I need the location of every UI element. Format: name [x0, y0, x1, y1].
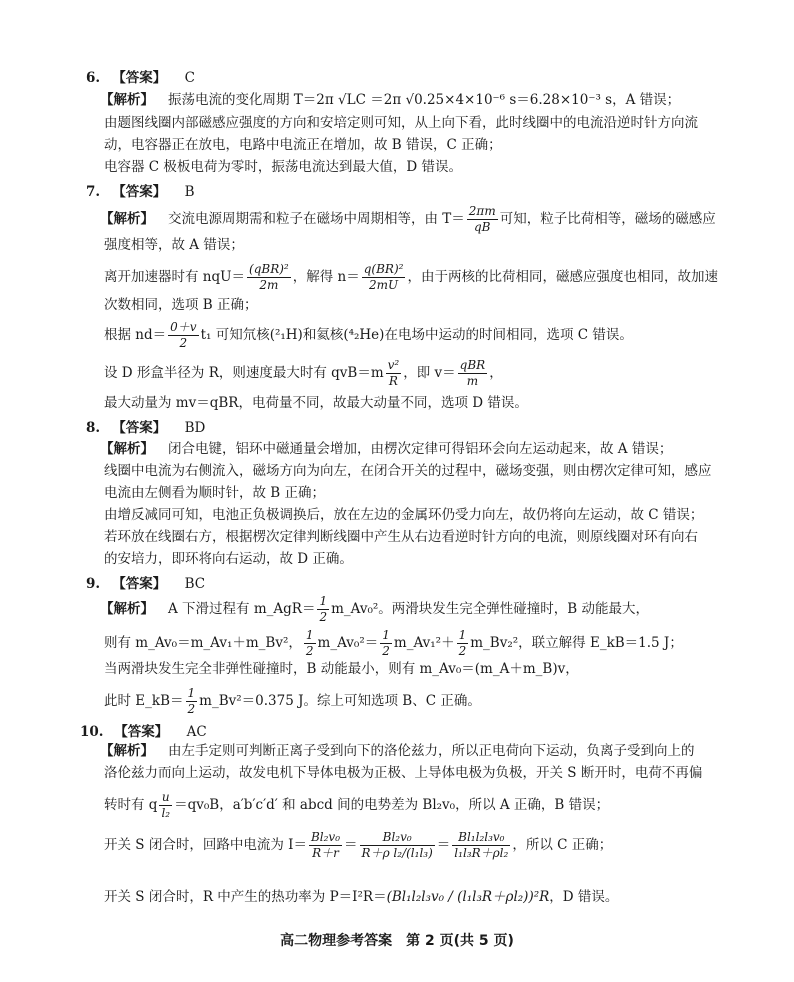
q7-text: 可知，粒子比荷相等，磁场的磁感应	[499, 211, 716, 227]
q8-line-3: 电流由左侧看为顺时针，故 B 正确；	[104, 485, 326, 501]
frac-top: Bl₂v₀	[360, 830, 435, 846]
q9-line-2	[104, 628, 704, 659]
q10-answer-tag: 【答案】	[114, 724, 169, 740]
q10-line-4: 开关 S 闭合时，回路中电流为 I＝ $\frac{\text{Bl₂v₀}}{R+r}$ ＝ $\frac{\text{Bl₂v₀}}{\text{R＋ρ l₂/(l₁l₃)}}$ ＝ $\frac{\text{Bl₁l₂l₃v₀}}{\text{l₁l₃R＋ρl₂}}$ ，所以 C 正确；	[104, 830, 613, 860]
q10-text: ，所以 C 正确；	[512, 837, 613, 853]
q7-line-2: 强度相等，故 A 错误；	[104, 237, 244, 253]
frac-top: Bl₁l₂l₃v₀	[452, 830, 510, 846]
q10-text: 开关 S 闭合时，回路中电流为 I＝	[104, 837, 307, 853]
q9-text: m_Av₀²＝	[317, 635, 379, 651]
q7-text: 根据 nd＝	[104, 327, 167, 343]
frac-top: 1	[187, 686, 196, 700]
frac-top: 1	[458, 628, 467, 642]
frac-top: q(BR)²	[363, 262, 404, 276]
q10-number: 10.	[80, 724, 104, 740]
q6-answer-tag: 【答案】	[112, 70, 167, 86]
q9-fraction	[457, 628, 469, 659]
q9-answer-tag: 【答案】	[112, 576, 167, 592]
q9-fraction	[380, 628, 392, 659]
q10-text: 转时有 q	[104, 797, 158, 813]
q10-line-1	[100, 742, 700, 760]
q10-fraction	[360, 830, 435, 861]
q10-line-3	[104, 790, 704, 821]
q10-text: ，D 错误。	[549, 889, 619, 905]
frac-bottom: R	[388, 374, 398, 388]
q9-line-3: 当两滑块发生完全非弹性碰撞时，B 动能最小，则有 m_Av₀＝(m_A＋m_B)v，	[104, 661, 579, 677]
q7-fraction	[458, 358, 488, 389]
frac-bottom: R＋r	[312, 846, 339, 860]
frac-bottom: R＋ρ l₂/(l₁l₃)	[361, 846, 433, 860]
q7-text: 交流电源周期需和粒子在磁场中周期相等，由 T＝	[168, 211, 465, 227]
q9-text: m_Av₁²＋	[393, 635, 455, 651]
page-footer: 高二物理参考答案 第 2 页(共 5 页)	[280, 933, 514, 949]
q6-solution-tag: 【解析】	[100, 92, 154, 108]
frac-bottom: 2mU	[369, 278, 399, 292]
q8-answer-tag: 【答案】	[112, 420, 167, 436]
q9-text: m_Av₀²。两滑块发生完全弹性碰撞时，B 动能最大，	[331, 601, 650, 617]
q7-text: 离开加速器时有 nqU＝	[104, 269, 246, 285]
q8-line-4: 由增反减同可知，电池正负极调换后，放在左边的金属环仍受力向左，故仍将向左运动，故 C 错误；	[104, 507, 704, 523]
q10-text: 由左手定则可判断正离子受到向下的洛伦兹力，所以正电荷向下运动，负离子受到向上的	[168, 743, 695, 759]
q10-solution-tag: 【解析】	[100, 743, 154, 759]
q9-header	[86, 572, 686, 592]
q9-fraction	[304, 628, 316, 659]
q6-number: 6.	[86, 70, 101, 86]
q10-power-expression: (Bl₁l₂l₃v₀ / (l₁l₃R＋ρl₂))²R	[386, 889, 550, 905]
frac-bottom: qB	[474, 220, 491, 234]
q7-number: 7.	[86, 184, 101, 200]
frac-bottom: l₁l₃R＋ρl₂	[454, 846, 509, 860]
q7-line-6	[104, 358, 704, 389]
q7-line-1	[100, 204, 716, 235]
frac-bottom: l₂	[161, 806, 171, 820]
q7-answer-tag: 【答案】	[112, 184, 167, 200]
frac-top: u	[159, 790, 172, 806]
frac-top: 1	[382, 628, 390, 642]
frac-bottom: 2m	[259, 278, 279, 292]
q10-line-2: 洛伦兹力而向上运动，故发电机下导体电极为正极、上导体电极为负极，开关 S 断开时，电荷不再偏	[104, 765, 703, 781]
q8-solution-tag: 【解析】	[100, 441, 154, 457]
frac-bottom: 2	[319, 610, 328, 624]
frac-bottom: 2	[458, 644, 467, 658]
q9-text: 此时 E_kB＝	[104, 693, 184, 709]
q10-text: ＝qv₀B，a′b′c′d′ 和 abcd 间的电势差为 Bl₂v₀，所以 A 正确，B 错误；	[174, 797, 610, 813]
q9-fraction	[186, 686, 198, 717]
q6-line-3: 动，电容器正在放电，电路中电流正在增加，故 B 错误，C 正确；	[104, 137, 502, 153]
q7-line-3	[104, 262, 718, 293]
q10-fraction	[309, 830, 342, 861]
q10-text: 开关 S 闭合时，R 中产生的热功率为 P＝I²R＝	[104, 889, 387, 905]
q7-fraction	[247, 262, 291, 293]
frac-top: Bl₂v₀	[310, 830, 341, 844]
frac-top: (qBR)²	[249, 262, 289, 276]
q7-text: ，解得 n＝	[292, 269, 360, 285]
q10-line-5	[104, 888, 704, 906]
q6-answer: C	[184, 70, 195, 86]
frac-top: 1	[319, 594, 328, 608]
frac-bottom: 2	[187, 702, 196, 716]
q8-header	[86, 416, 686, 436]
q7-text: ，由于两核的比荷相同，磁感应强度也相同，故加速	[407, 269, 718, 285]
q6-line-4: 电容器 C 极板电荷为零时，振荡电流达到最大值，D 错误。	[104, 159, 463, 175]
q7-line-5	[104, 320, 704, 351]
q6-line-1: 振荡电流的变化周期 T＝2π √LC ＝2π √0.25×4×10⁻⁶ s＝6.28×10⁻³ s，A 错误；	[168, 92, 681, 108]
q9-text: m_Bv₂²，联立解得 E_kB＝1.5 J；	[470, 635, 683, 651]
q8-number: 8.	[86, 420, 101, 436]
q7-fraction	[362, 262, 406, 293]
q8-line-5: 若环放在线圈右方，根据楞次定律判断线圈中产生从右边看逆时针方向的电流，则原线圈对环有向右	[104, 529, 698, 545]
q7-line-4: 次数相同，选项 B 正确；	[104, 297, 258, 313]
frac-top: v²	[387, 358, 400, 372]
q8-text: 闭合电键，铝环中磁通量会增加，由楞次定律可得铝环会向左运动起来，故 A 错误；	[168, 441, 673, 457]
q6-solution-line	[100, 91, 700, 109]
frac-bottom: 2	[382, 644, 390, 658]
frac-bottom: m	[466, 374, 479, 388]
q7-solution-tag: 【解析】	[100, 211, 154, 227]
q10-fraction	[159, 790, 172, 821]
frac-bottom: 2	[305, 644, 314, 658]
q8-line-2: 线圈中电流为右侧流入，磁场方向为向左，在闭合开关的过程中，磁场变强，则由楞次定律可知，感应	[104, 463, 712, 479]
q7-fraction	[386, 358, 402, 389]
frac-top: qBR	[459, 358, 486, 372]
q7-text: 设 D 形盒半径为 R，则速度最大时有 qvB＝m	[104, 365, 384, 381]
q7-line-7: 最大动量为 mv＝qBR，电荷量不同，故最大动量不同，选项 D 错误。	[104, 395, 528, 411]
q8-line-1	[100, 440, 700, 458]
q10-header	[80, 720, 680, 740]
q7-answer: B	[184, 184, 195, 200]
q7-text: t₁ 可知氘核(²₁H)和氦核(⁴₂He)在电场中运动的时间相同，选项 C 错误。	[200, 327, 633, 343]
q9-answer: BC	[184, 576, 206, 592]
frac-bottom: 2	[179, 336, 188, 350]
frac-top: 2πm	[468, 204, 496, 218]
q7-text: ，即 v＝	[403, 365, 456, 381]
frac-top: 0＋v	[170, 320, 197, 334]
q6-line-2: 由题图线圈内部磁感应强度的方向和安培定则可知，从上向下看，此时线圈中的电流沿逆时针方向流	[104, 115, 698, 131]
q8-line-6: 的安培力，即环将向右运动，故 D 正确。	[104, 551, 353, 567]
q9-text: m_Bv²＝0.375 J。综上可知选项 B、C 正确。	[199, 693, 481, 709]
q9-text: 则有 m_Av₀＝m_Av₁＋m_Bv²，	[104, 635, 302, 651]
q9-fraction	[317, 594, 329, 625]
q9-solution-tag: 【解析】	[100, 601, 154, 617]
frac-top: 1	[305, 628, 314, 642]
q7-header	[86, 180, 686, 200]
q9-line-1	[100, 594, 700, 625]
q10-fraction	[452, 830, 510, 861]
q6-header	[86, 66, 686, 86]
q7-text: ，	[489, 365, 503, 381]
q9-text: A 下滑过程有 m_AgR＝	[168, 601, 316, 617]
q7-fraction	[168, 320, 198, 351]
q10-answer: AC	[186, 724, 207, 740]
q9-number: 9.	[86, 576, 101, 592]
q9-line-4	[104, 686, 704, 717]
q8-answer: BD	[184, 420, 206, 436]
q7-fraction	[467, 204, 498, 235]
